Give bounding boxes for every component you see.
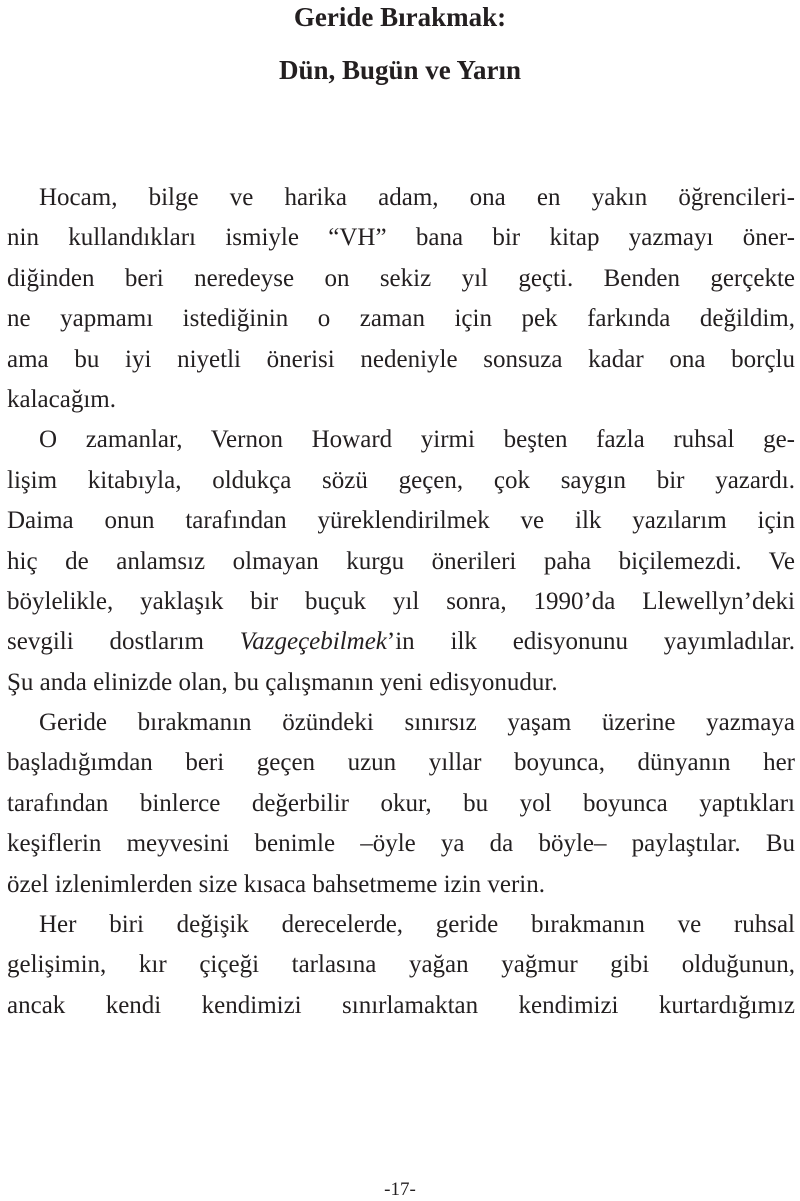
chapter-title-line-1: Geride Bırakmak: xyxy=(293,2,507,32)
text-line: Daima onun tarafından yüreklendirilmek ve ilk yazılarım için xyxy=(7,507,795,535)
text-line: Her biri değişik derecelerde, geride bırakmanın ve ruhsal xyxy=(39,911,795,939)
text-line: diğinden beri neredeyse on sekiz yıl geçti. Benden gerçekte xyxy=(7,264,795,292)
page-number: -17- xyxy=(384,1179,416,1200)
text-line: ancak kendi kendimizi sınırlamaktan kendimizi kurtardığımız xyxy=(7,991,795,1019)
text-line: hiç de anlamsız olmayan kurgu önerileri paha biçilemezdi. Ve xyxy=(7,547,795,575)
body-text xyxy=(7,178,795,1026)
text-segment: sevgili dostlarım xyxy=(7,628,204,656)
text-line: nin kullandıkları ismiyle “VH” bana bir kitap yazmayı öner- xyxy=(7,224,795,252)
text-line: O zamanlar, Vernon Howard yirmi beşten fazla ruhsal ge- xyxy=(39,426,795,454)
text-line: böylelikle, yaklaşık bir buçuk yıl sonra, 1990’da Llewellyn’deki xyxy=(7,587,795,615)
text-segment: ’in ilk edisyonunu yayımladılar. xyxy=(386,628,796,656)
text-line: başladığımdan beri geçen uzun yıllar boyunca, dünyanın her xyxy=(7,749,795,777)
text-line: Geride bırakmanın özündeki sınırsız yaşam üzerine yazmaya xyxy=(39,709,795,737)
text-line xyxy=(7,622,795,662)
text-line: tarafından binlerce değerbilir okur, bu yol boyunca yaptıkları xyxy=(7,789,795,817)
text-line: Şu anda elinizde olan, bu çalışmanın yeni edisyonudur. xyxy=(7,668,558,696)
text-line: ama bu iyi niyetli önerisi nedeniyle sonsuza kadar ona borçlu xyxy=(7,345,795,373)
text-line: lişim kitabıyla, oldukça sözü geçen, çok saygın bir yazardı. xyxy=(7,466,795,494)
text-line: kalacağım. xyxy=(7,385,116,413)
text-line: keşiflerin meyvesini benimle –öyle ya da böyle– paylaştılar. Bu xyxy=(7,830,795,858)
book-title: Vazgeçebilmek xyxy=(239,628,387,656)
text-line: gelişimin, kır çiçeği tarlasına yağan yağmur gibi olduğunun, xyxy=(7,951,795,979)
chapter-title-line-2: Dün, Bugün ve Yarın xyxy=(278,55,522,85)
text-line: özel izlenimlerden size kısaca bahsetmeme izin verin. xyxy=(7,870,545,898)
text-line: Hocam, bilge ve harika adam, ona en yakın öğrencileri- xyxy=(39,184,795,211)
text-line: ne yapmamı istediğinin o zaman için pek farkında değildim, xyxy=(7,305,795,333)
